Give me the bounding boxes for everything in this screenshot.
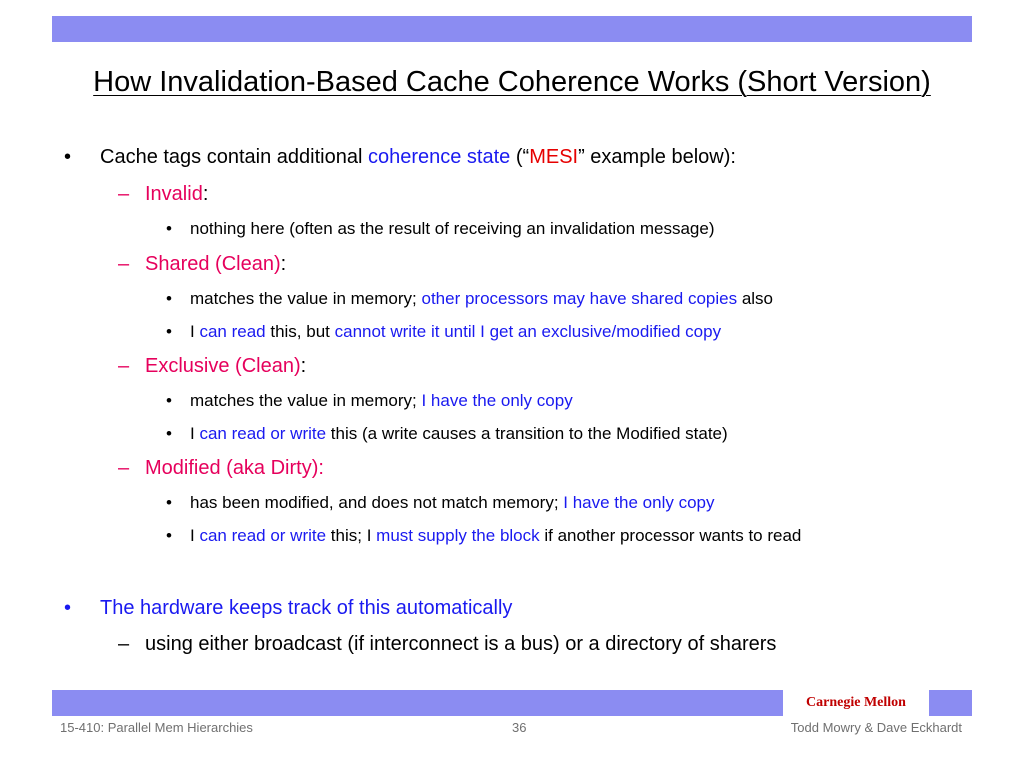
text: I: [190, 526, 200, 545]
bullet-marker: •: [166, 322, 172, 341]
text: :: [280, 253, 287, 275]
bullet-coherence-state: [100, 146, 736, 169]
text: if another processor wants to read: [539, 526, 802, 545]
text: has been modified, and does not match memory;: [190, 493, 564, 512]
hardware-tracking-detail: using either broadcast (if interconnect is a bus) or a directory of sharers: [145, 633, 777, 655]
state-label: Invalid: [145, 183, 203, 205]
text: this; I: [326, 526, 377, 545]
highlight: must supply the block: [376, 526, 540, 545]
text: Cache tags contain additional: [100, 146, 368, 168]
highlight: I have the only copy: [563, 493, 715, 512]
text: this (a write causes a transition to the Modified state): [326, 424, 728, 443]
footer-page-number: 36: [512, 720, 527, 735]
state-label: Exclusive (Clean): [145, 355, 301, 377]
dash-marker: –: [118, 355, 130, 377]
text: matches the value in memory;: [190, 391, 422, 410]
top-decor-bar: [52, 16, 972, 42]
state-invalid: [145, 183, 208, 206]
highlight: can read or write: [199, 526, 327, 545]
text: matches the value in memory;: [190, 289, 422, 308]
state-modified: Modified (aka Dirty):: [145, 457, 324, 479]
text: :: [202, 183, 209, 205]
bullet-marker: •: [64, 597, 72, 619]
state-label: Shared (Clean): [145, 253, 281, 275]
bullet-marker: •: [166, 424, 172, 443]
shared-detail-1: [190, 289, 773, 309]
text: also: [737, 289, 774, 308]
footer-authors: Todd Mowry & Dave Eckhardt: [790, 720, 962, 735]
exclusive-detail-2: [190, 424, 728, 444]
carnegie-mellon-logo: Carnegie Mellon: [783, 689, 929, 717]
shared-detail-2: [190, 322, 721, 342]
dash-marker: –: [118, 457, 130, 479]
highlight: can read or write: [199, 424, 327, 443]
highlight: can read: [199, 322, 266, 341]
text: :: [300, 355, 307, 377]
bullet-marker: •: [166, 289, 172, 308]
bullet-hardware-tracking: The hardware keeps track of this automatically: [100, 597, 513, 619]
state-shared: [145, 253, 286, 276]
bullet-marker: •: [166, 219, 172, 238]
invalid-detail: nothing here (often as the result of receiving an invalidation message): [190, 219, 715, 238]
modified-detail-1: [190, 493, 714, 513]
text: ” example below):: [578, 146, 736, 168]
footer-course: 15-410: Parallel Mem Hierarchies: [60, 720, 253, 735]
dash-marker: –: [118, 183, 130, 205]
text: I: [190, 424, 200, 443]
slide-title: How Invalidation-Based Cache Coherence Works (Short Version): [93, 66, 931, 98]
bullet-marker: •: [166, 526, 172, 545]
text: this, but: [265, 322, 335, 341]
dash-marker: –: [118, 253, 130, 275]
highlight: I have the only copy: [421, 391, 573, 410]
highlight: cannot write it until I get an exclusive/modified copy: [334, 322, 722, 341]
modified-detail-2: [190, 526, 801, 546]
text: I: [190, 322, 200, 341]
dash-marker: –: [118, 633, 130, 655]
bullet-marker: •: [166, 391, 172, 410]
highlight: other processors may have shared copies: [421, 289, 738, 308]
highlight-coherence-state: coherence state: [367, 146, 511, 168]
bullet-marker: •: [166, 493, 172, 512]
highlight-mesi: MESI: [529, 146, 579, 168]
text: (“: [510, 146, 530, 168]
state-exclusive: [145, 355, 306, 378]
bullet-marker: •: [64, 146, 72, 168]
exclusive-detail-1: [190, 391, 573, 411]
